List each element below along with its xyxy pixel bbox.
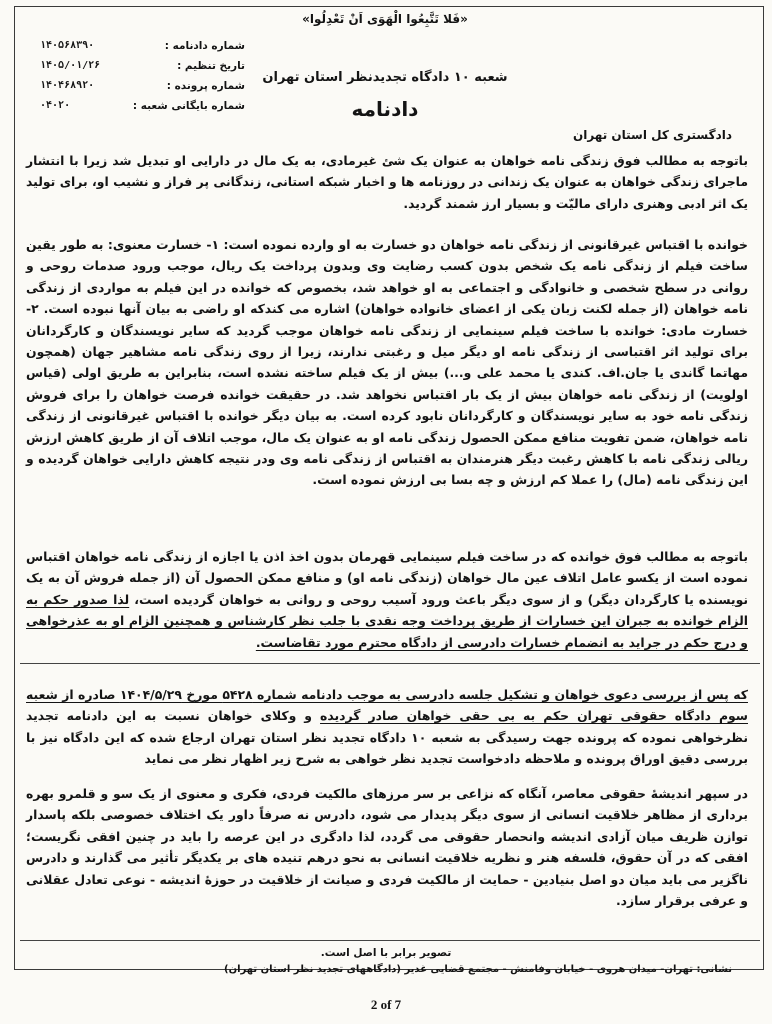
case-metadata (40, 36, 245, 116)
paragraph-3-text: باتوجه به مطالب فوق خوانده که در ساخت فیلم سینمایی قهرمان بدون اخذ اذن یا اجازه از زندگی نامه خواهان اقتباس نموده است از یکسو عامل اتلاف عین مال خواهان (زندگی نامه او) و منافع ممکن الحصول آن (از جمله فروش آن به یک نویسنده یا کارگردان دیگر) و از سوی دیگر باعث ورود آسیب روحی و روانی به خواهان گردیده است، (26, 549, 748, 607)
meta-value: ۱۴۰۴۶۸۹۲۰ (40, 80, 95, 91)
section-divider (20, 663, 760, 664)
meta-label: شماره بایگانی شعبه : (132, 100, 245, 112)
paragraph-3-request: لذا صدور حکم به الزام خوانده به جبران این خسارات از طریق پرداخت وجه نقدی با جلب نظر کارشناس و همچنین الزام او به عذرخواهی و درج حکم در جراید به انضمام خسارات دادرسی از دادگاه محترم مورد تقاضاست. (26, 591, 748, 650)
paragraph-5: در سپهر اندیشهٔ حقوقی معاصر، آنگاه که نزاعی بر سر مرزهای مالکیت فردی، فکری و معنوی از یک سو و قلمرو بهره برداری از مظاهر خلاقیت انسانی از سوی دیگر پدیدار می شود، دادرس نه صرفاً داور یک اختلاف خصوصی بلکه پاسدار توازن ظریف میان آزادی اندیشه وانحصار حقوقی می گردد، لذا دادگری در این عرصه را باید در چنین افقی نگریست؛ افقی که در آن حقوق، فلسفه هنر و نظریه خلاقیت انسانی به نحو درهم تنیده های بر یکدیگر تأثیر می گذارند و دادرس ناگزیر می باید میان دو اصل بنیادین - حمایت از مالکیت فردی و صیانت از خلاقیت در حوزهٔ اندیشه - نوعی تعادل عقلانی و عرفی برقرار سازد. (26, 786, 748, 909)
meta-value: ۱۴۰۵/۰۱/۲۶ (40, 60, 101, 71)
meta-value: ۰۴۰۲۰ (40, 100, 71, 111)
paragraph-3 (26, 546, 748, 653)
document-header (240, 10, 530, 121)
court-address: نشانی: تهران- میدان هروی - خیابان وفامنش - مجتمع قضایی غدیر (دادگاههای تجدید نظر استان تهران) (224, 964, 732, 975)
meta-row-verdict-number (40, 36, 245, 56)
meta-row-case-number (40, 76, 245, 96)
meta-row-archive-number (40, 96, 245, 116)
meta-label: شماره پرونده : (166, 80, 245, 92)
paragraph-4-text: و وکلای خواهان نسبت به این دادنامه تجدید نظرخواهی نموده که پرونده جهت رسیدگی به شعبه ۱۰ دادگاه تجدید نظر استان تهران ارجاع شده که این دادگاه نیز با بررسی دقیق اوراق پرونده و ملاحظه دادخواست تجدید نظر خواهی به شرح زیر اظهار نظر می نماید (26, 708, 748, 767)
certified-copy-note: تصویر برابر با اصل است. (320, 947, 452, 959)
meta-value: ۱۴۰۵۶۸۳۹۰ (40, 40, 95, 51)
header-motto: «فَلا تَتَّبِعُوا الْهَوَى اَنْ تَعْدِلُوا» (302, 12, 468, 26)
paragraph-1: باتوجه به مطالب فوق زندگی نامه خواهان به عنوان یک شئ غیرمادی، به یک مال در دارایی او تبدیل شد زیرا با انتشار ماجرای زندگی خواهان به عنوان یک زندانی در روزنامه ها و اخبار شبکه استانی، زندگانی پر فراز و نشیب او، برای تولید یک اثر ادبی وهنری دارای مالیّت و بسیار ارز شمند گردید. (26, 153, 748, 211)
court-branch: شعبه ۱۰ دادگاه تجدیدنظر استان تهران (262, 70, 508, 85)
footer-divider (20, 940, 760, 941)
meta-label: تاریخ تنظیم : (177, 60, 245, 72)
paragraph-4-ruling: که پس از بررسی دعوی خواهان و تشکیل جلسه دادرسی به موجب دادنامه شماره ۵۴۲۸ مورخ ۱۴۰۴/۵/۲۹ صادره از شعبه سوم دادگاه حقوقی تهران حکم به بی حقی خواهان صادر گردیده (26, 687, 748, 724)
meta-row-date (40, 56, 245, 76)
court-name: دادگستری کل استان تهران (572, 128, 732, 142)
paragraph-4 (26, 684, 748, 770)
page-number: 2 of 7 (370, 997, 402, 1012)
meta-label: شماره دادنامه : (164, 40, 245, 52)
document-title: دادنامه (351, 97, 419, 121)
paragraph-2: خوانده با اقتباس غیرقانونی از زندگی نامه خواهان دو خسارت به او وارده نموده است: ۱- خسارت معنوی: به طور یقین ساخت فیلم از زندگی نامه یک شخص بدون کسب رضایت وی وبدون پرداخت یک ریال، موجب ورود صدمات روحی و روانی در سطح شخصی و خانوادگی و اجتماعی به او خواهد شد، بخصوص که خوانده در این فیلم به مواردی از زندگی نامه خواهان (از جمله لکنت زبان یکی از اعضای خانواده خواهان) اشاره می کندکه او راضی به بیان آنها نبوده است. ۲- خسارت مادی: خوانده با ساخت فیلم سینمایی از زندگی نامه خواهان موجب گردید که سایر نویسندگان و کارگردانان برای تولید اثر اقتباسی از زندگی نامه او دیگر میل و رغبتی ندارند، زیرا از روی زندگی نامه مشاهیر جهان (همچون مهاتما گاندی یا جان.اف. کندی یا محمد علی و...) بیش از یک فیلم ساخته نشده است، بنابراین به طریق اولی (قیاس اولویت) از زندگی نامه خواهان بیش از یک بار اقتباس نخواهد شد. در حقیقت خوانده فرصت خواهان را برای فروش زندگی نامه خود به سایر نویسندگان و کارگردانان نابود کرده است. به بیان دیگر خوانده با اقتباس غیرقانونی از زندگی نامه خواهان، ضمن تفویت منافع ممکن الحصول زندگی نامه او به عنوان یک مال، موجب اتلاف آن از طریق کاهش ارزش ریالی زندگی نامه با کاهش رغبت دیگر هنرمندان به اقتباس از زندگی نامه وی ودر نتیجه کاهش دارایی خواهان گردیده و این زندگی نامه (مال) را عملا کم ارزش و چه بسا بی ارزش نموده است. (26, 237, 748, 488)
